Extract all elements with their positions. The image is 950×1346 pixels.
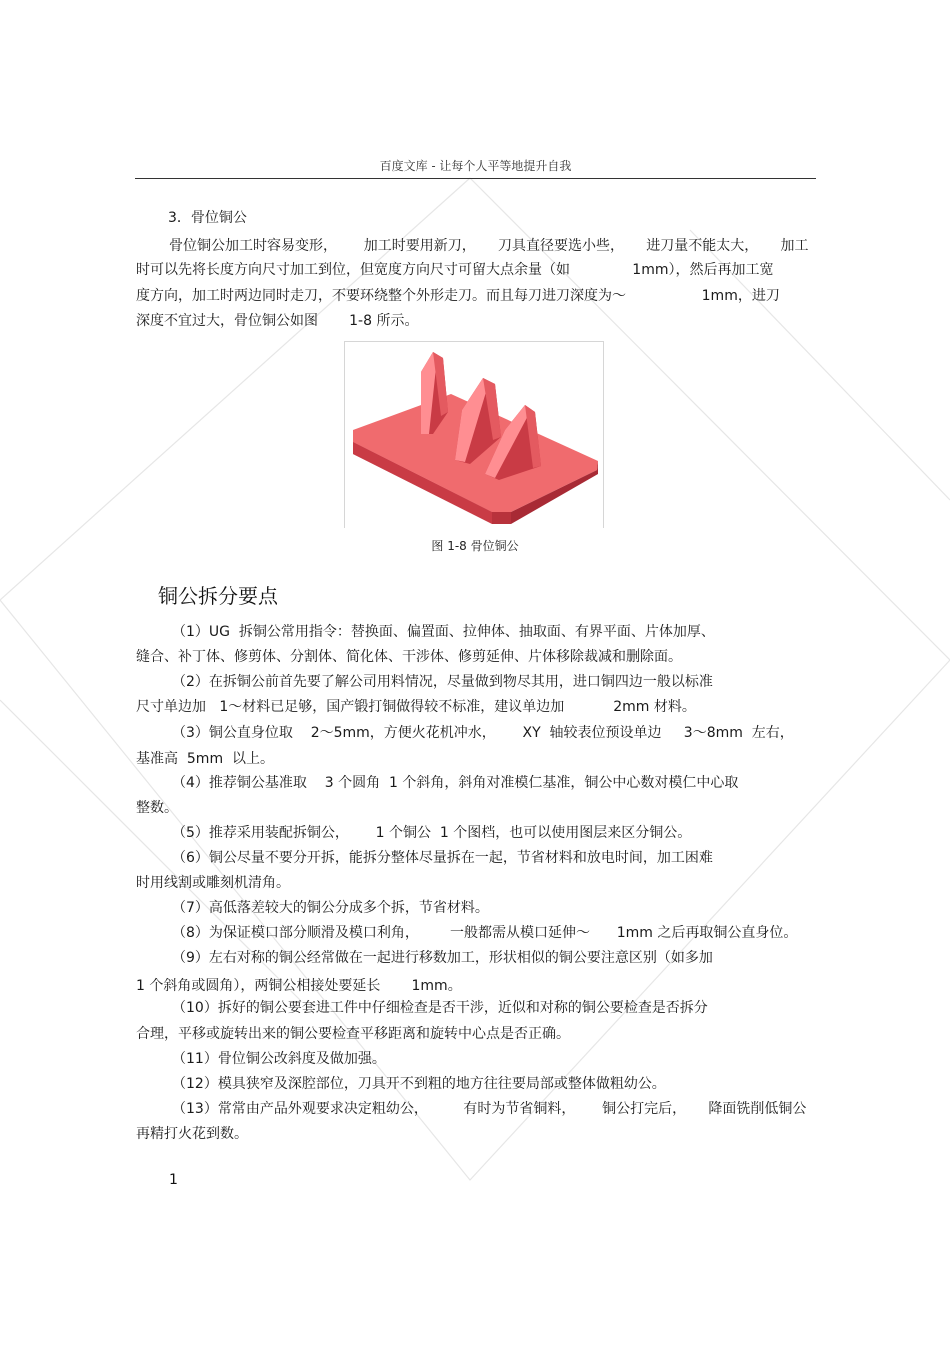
paragraph-line: 深度不宜过大，骨位铜公如图 1-8 所示。 [136, 313, 419, 329]
figure-frame [344, 341, 604, 528]
list-item-line: （3）铜公直身位取 2～5mm，方便火花机冲水， XY 轴较表位预设单边 3～8mm 左右， [172, 725, 794, 741]
list-item-line: 时用线割或雕刻机清角。 [136, 875, 290, 891]
list-item-line: （7）高低落差较大的铜公分成多个拆，节省材料。 [172, 900, 489, 916]
paragraph-line: 度方向，加工时两边同时走刀，不要环绕整个外形走刀。而且每刀进刀深度为～ 1mm，进刀 [136, 288, 780, 304]
rib-electrode-illustration [345, 342, 603, 528]
list-item-line: 合理，平移或旋转出来的铜公要检查平移距离和旋转中心点是否正确。 [136, 1026, 570, 1042]
list-item-line: （2）在拆铜公前首先要了解公司用料情况，尽量做到物尽其用，进口铜四边一般以标准 [172, 674, 713, 690]
list-item-line: （12）模具狭窄及深腔部位，刀具开不到粗的地方往往要局部或整体做粗幼公。 [172, 1076, 666, 1092]
paragraph-line: 时可以先将长度方向尺寸加工到位，但宽度方向尺寸可留大点余量（如 1mm），然后再加工宽 [136, 262, 774, 278]
list-item-line: （9）左右对称的铜公经常做在一起进行移数加工，形状相似的铜公要注意区别（如多加 [172, 950, 713, 966]
list-item-line: （1）UG 拆铜公常用指令：替换面、偏置面、拉伸体、抽取面、有界平面、片体加厚、 [172, 624, 715, 640]
list-item-line: 再精打火花到数。 [136, 1126, 248, 1142]
list-item-line: 缝合、补丁体、修剪体、分割体、简化体、干涉体、修剪延伸、片体移除裁减和删除面。 [136, 649, 682, 665]
page-header: 百度文库 - 让每个人平等地提升自我 [379, 159, 572, 173]
list-item-line: 1 个斜角或圆角），两铜公相接处要延长 1mm。 [136, 978, 462, 994]
list-item-line: （8）为保证模口部分顺滑及模口利角， 一般都需从模口延伸～ 1mm 之后再取铜公直身位。 [172, 925, 798, 941]
list-item-line: （13）常常由产品外观要求决定粗幼公， 有时为节省铜料， 铜公打完后， 降面铣削低铜公 [172, 1101, 807, 1117]
figure-caption: 图 1-8 骨位铜公 [431, 539, 519, 553]
subsection-title: 3．骨位铜公 [168, 210, 247, 226]
paragraph-line: 骨位铜公加工时容易变形， 加工时要用新刀， 刀具直径要选小些， 进刀量不能太大， 加工 [169, 238, 809, 254]
chamfer-face [492, 512, 511, 524]
list-item-line: 整数。 [136, 800, 178, 816]
list-item-line: （4）推荐铜公基准取 3 个圆角 1 个斜角，斜角对准模仁基准，铜公中心数对模仁中心取 [172, 775, 739, 791]
list-item-line: 基准高 5mm 以上。 [136, 751, 274, 767]
list-item-line: （6）铜公尽量不要分开拆，能拆分整体尽量拆在一起，节省材料和放电时间，加工困难 [172, 850, 713, 866]
page-number: 1 [169, 1172, 178, 1188]
list-item-line: （11）骨位铜公改斜度及做加强。 [172, 1051, 386, 1067]
header-divider [135, 178, 816, 179]
section-heading: 铜公拆分要点 [158, 584, 278, 608]
list-item-line: （10）拆好的铜公要套进工件中仔细检查是否干涉，近似和对称的铜公要检查是否拆分 [172, 1000, 708, 1016]
list-item-line: （5）推荐采用装配拆铜公， 1 个铜公 1 个图档，也可以使用图层来区分铜公。 [172, 825, 692, 841]
list-item-line: 尺寸单边加 1～材料已足够，国产锻打铜做得较不标准，建议单边加 2mm 材料。 [136, 699, 696, 715]
